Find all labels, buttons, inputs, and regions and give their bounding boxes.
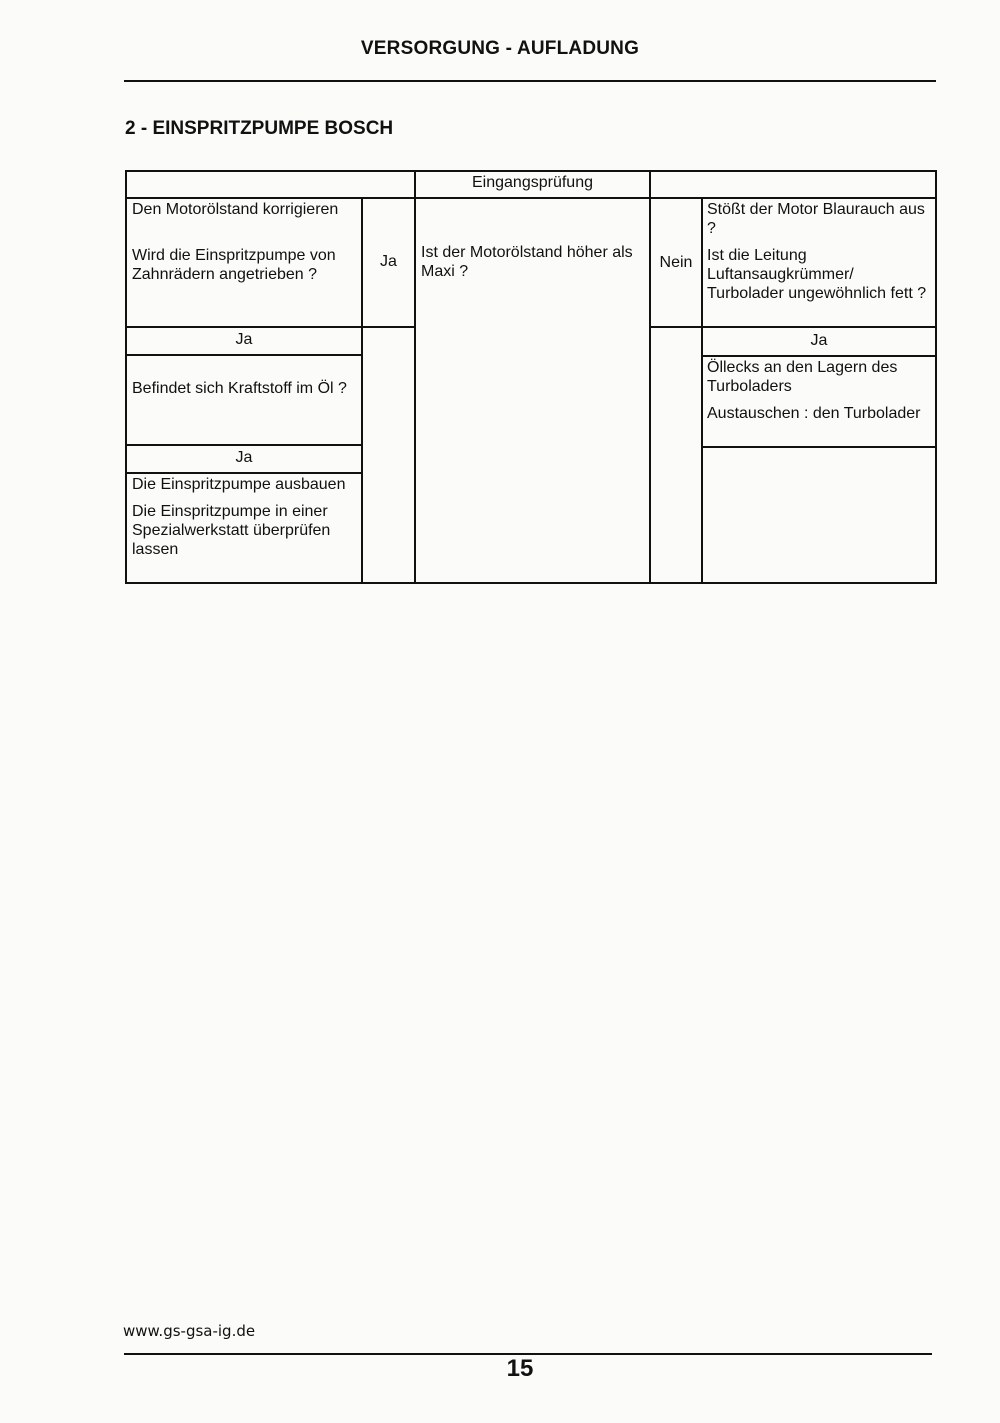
left-ja-1: Ja <box>235 331 253 348</box>
center-question: Ist der Motorölstand höher als Maxi ? <box>421 244 633 280</box>
right-question-1 <box>707 200 933 303</box>
footer-url: www.gs-gsa-ig.de <box>123 1322 256 1340</box>
remove-pump-text: Die Einspritzpumpe ausbauen <box>132 476 346 493</box>
right-ja: Ja <box>810 332 828 349</box>
right-result <box>707 358 933 423</box>
page-number: 15 <box>506 1355 534 1382</box>
blue-smoke-question: Stößt der Motor Blaurauch aus ? <box>707 201 925 237</box>
page-header-title: VERSORGUNG - AUFLADUNG <box>360 38 640 59</box>
left-action <box>132 475 358 559</box>
section-title: 2 - EINSPRITZPUMPE BOSCH <box>125 118 394 139</box>
correct-oil-level-text: Den Motorölstand korrigieren <box>132 201 339 218</box>
link-nein: Nein <box>659 254 693 271</box>
header-eingangspruefung: Eingangsprüfung <box>472 174 593 191</box>
workshop-check-text: Die Einspritzpumpe in einer Spezialwerkstatt überprüfen lassen <box>132 503 331 558</box>
fuel-in-oil-question: Befindet sich Kraftstoff im Öl ? <box>132 380 347 397</box>
replace-turbo-text: Austauschen : den Turbolader <box>707 405 921 422</box>
oil-leak-text: Öllecks an den Lagern des Turboladers <box>707 359 898 395</box>
left-ja-2: Ja <box>235 449 253 466</box>
link-ja: Ja <box>380 253 397 270</box>
intake-pipe-question: Ist die Leitung Luftansaugkrümmer/ Turbolader ungewöhnlich fett ? <box>707 247 927 302</box>
left-question-1 <box>132 200 358 284</box>
gear-driven-question: Wird die Einspritzpumpe von Zahnrädern angetrieben ? <box>132 247 336 283</box>
